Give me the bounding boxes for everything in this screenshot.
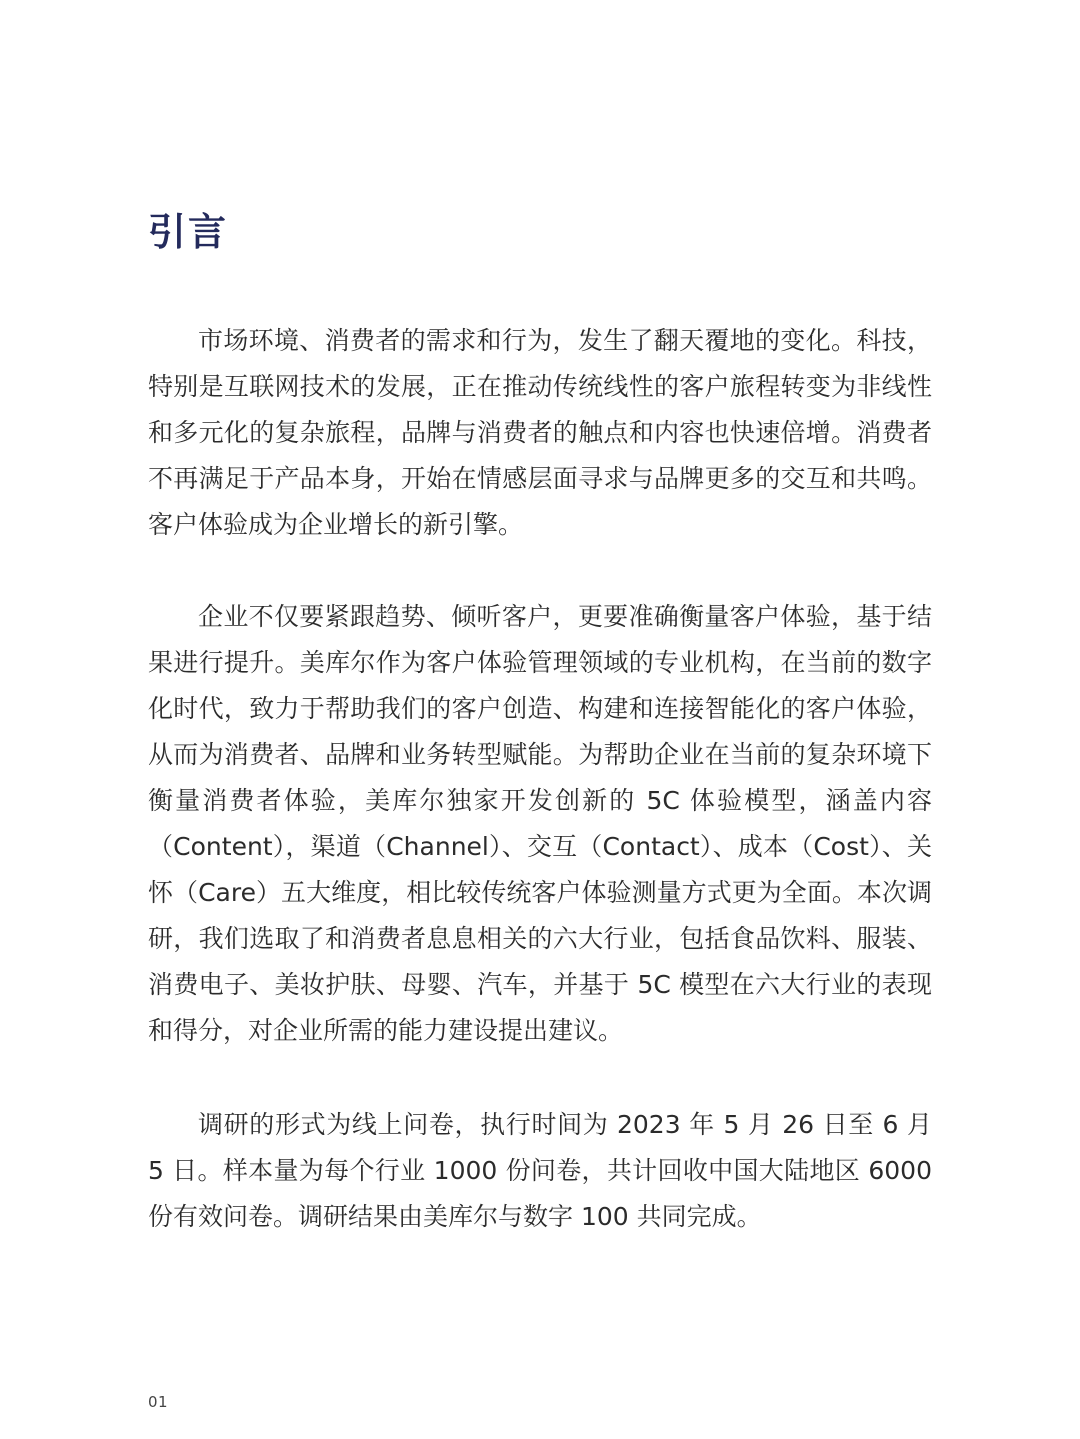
- page-title: 引言: [148, 210, 229, 254]
- intro-paragraph-2: 企业不仅要紧跟趋势、倾听客户，更要准确衡量客户体验，基于结果进行提升。美库尔作为客户体验管理领域的专业机构，在当前的数字化时代，致力于帮助我们的客户创造、构建和连接智能化的客户体验，从而为消费者、品牌和业务转型赋能。为帮助企业在当前的复杂环境下衡量消费者体验，美库尔独家开发创新的 5C 体验模型，涵盖内容（Content），渠道（Channel）、交互（Contact）、成本（Cost）、关怀（Care）五大维度，相比较传统客户体验测量方式更为全面。本次调研，我们选取了和消费者息息相关的六大行业，包括食品饮料、服装、消费电子、美妆护肤、母婴、汽车，并基于 5C 模型在六大行业的表现和得分，对企业所需的能力建设提出建议。: [148, 602, 932, 1045]
- intro-paragraph-3: 调研的形式为线上问卷，执行时间为 2023 年 5 月 26 日至 6 月 5 日。样本量为每个行业 1000 份问卷，共计回收中国大陆地区 6000 份有效问卷。调研结果由美库尔与数字 100 共同完成。: [148, 1110, 932, 1231]
- page-number: 01: [148, 1393, 169, 1411]
- intro-paragraph-1: 市场环境、消费者的需求和行为，发生了翻天覆地的变化。科技，特别是互联网技术的发展，正在推动传统线性的客户旅程转变为非线性和多元化的复杂旅程，品牌与消费者的触点和内容也快速倍增。消费者不再满足于产品本身，开始在情感层面寻求与品牌更多的交互和共鸣。客户体验成为企业增长的新引擎。: [148, 326, 932, 539]
